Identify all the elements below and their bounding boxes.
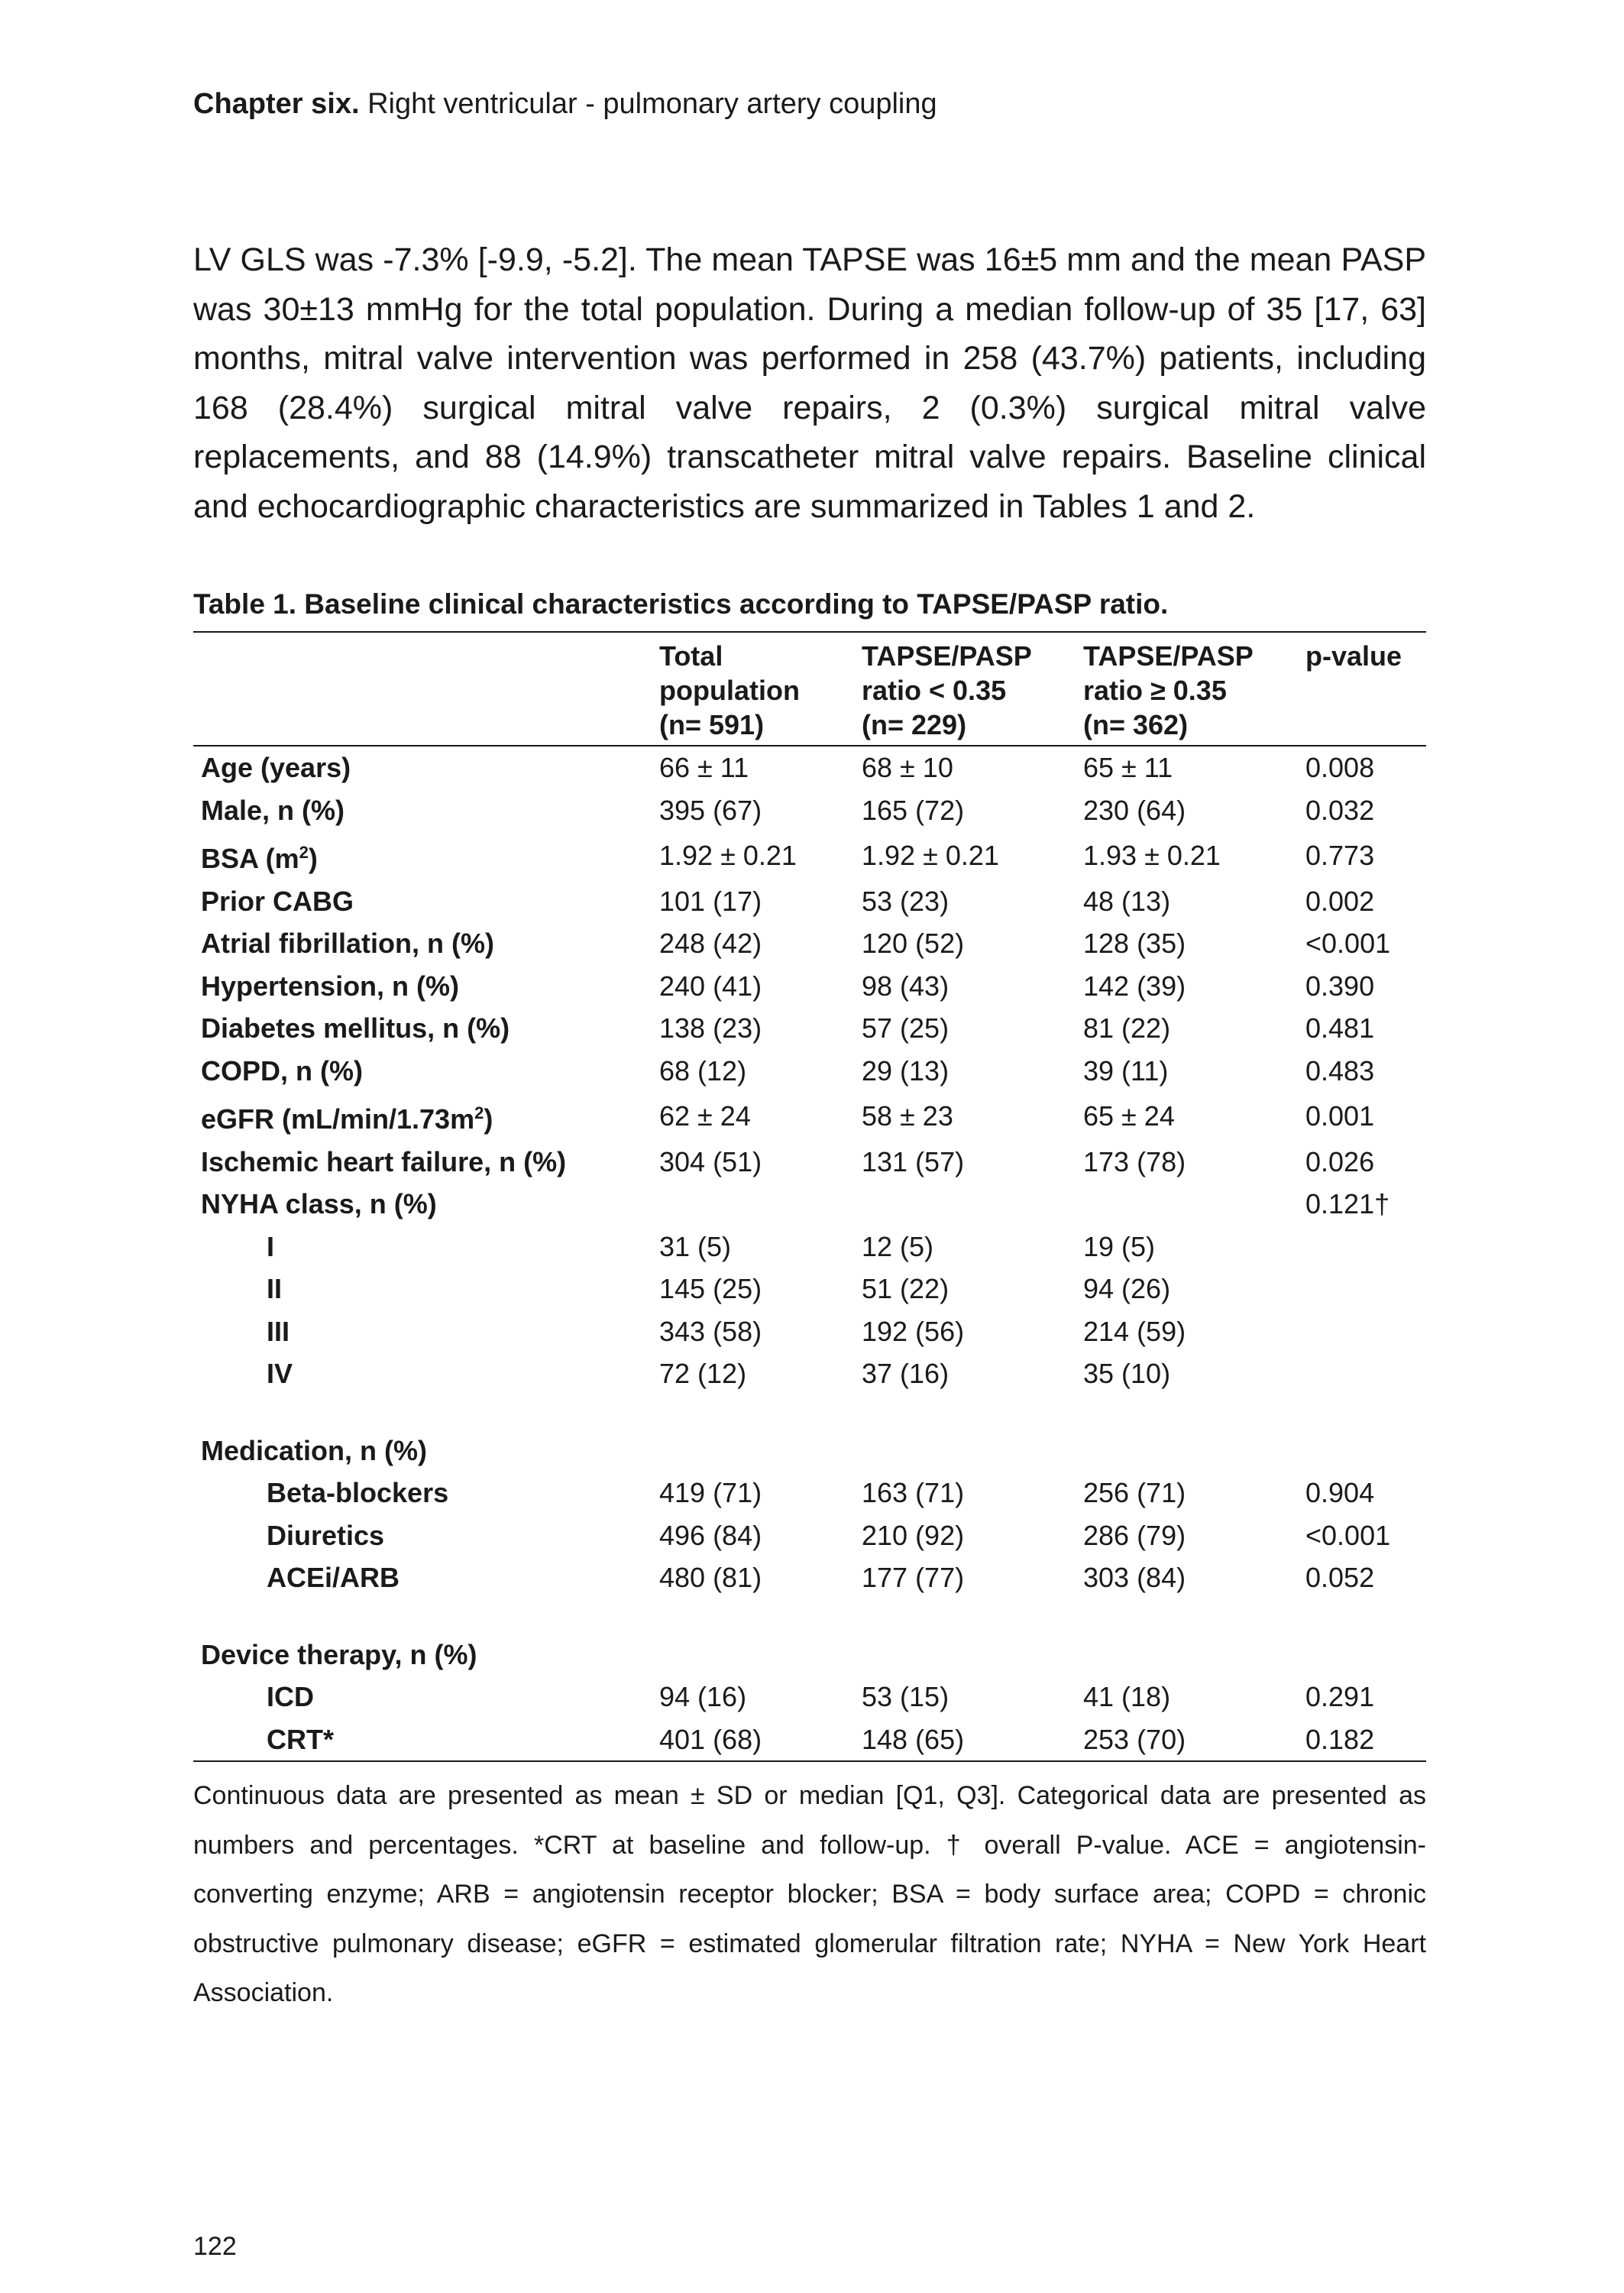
- header-total-population: [659, 632, 862, 746]
- header-line: (n= 229): [862, 709, 967, 740]
- cell-p-value: 0.483: [1305, 1054, 1375, 1087]
- chapter-title: Right ventricular - pulmonary artery coupling: [359, 88, 937, 120]
- row-label: [193, 831, 659, 880]
- table-row: [193, 789, 1426, 832]
- cell-ratio-low: 177 (77): [862, 1562, 965, 1593]
- table-row: [193, 1634, 1426, 1676]
- cell-p-value: [1305, 1226, 1426, 1268]
- table-header-row: [193, 632, 1426, 746]
- table-spacer-row: [193, 1395, 1426, 1430]
- row-label: [193, 1226, 659, 1268]
- row-label: [193, 1718, 659, 1762]
- cell-ratio-high: 253 (70): [1083, 1718, 1305, 1762]
- cell-ratio-high: 256 (71): [1083, 1477, 1186, 1508]
- spacer-cell: [1305, 1395, 1426, 1430]
- spacer-cell: [1083, 1395, 1305, 1430]
- cell-ratio-low: 68 ± 10: [862, 752, 953, 783]
- table-row: [193, 1676, 1426, 1718]
- row-label-superscript: 2: [299, 843, 309, 862]
- table-row: [193, 1007, 1426, 1050]
- cell-total: [659, 1634, 862, 1676]
- row-label: [193, 1141, 659, 1184]
- row-label-text: III: [267, 1315, 290, 1347]
- table-row: [193, 831, 1426, 880]
- cell-p-value: [1305, 1352, 1426, 1395]
- spacer-cell: [193, 1599, 659, 1634]
- header-line: (n= 591): [659, 709, 765, 740]
- table-row: [193, 1472, 1426, 1514]
- row-label-text: IV: [267, 1358, 293, 1389]
- header-line: (n= 362): [1083, 709, 1189, 740]
- table-row: [193, 1352, 1426, 1395]
- table-caption: Table 1. Baseline clinical characteristics according to TAPSE/PASP ratio.: [193, 588, 1169, 620]
- cell-total: 304 (51): [659, 1145, 762, 1177]
- row-label-text: Diabetes mellitus, n (%): [201, 1012, 510, 1044]
- cell-total: 480 (81): [659, 1562, 762, 1593]
- cell-total: 68 (12): [659, 1054, 747, 1087]
- row-label: [193, 1268, 659, 1310]
- cell-ratio-high: 35 (10): [1083, 1358, 1171, 1389]
- row-label: [193, 1472, 659, 1514]
- cell-ratio-low: 210 (92): [862, 1519, 965, 1551]
- cell-ratio-high: 142 (39): [1083, 970, 1186, 1002]
- cell-ratio-low: 51 (22): [862, 1273, 949, 1304]
- row-label-text: COPD, n (%): [201, 1054, 363, 1087]
- cell-ratio-high: 1.93 ± 0.21: [1083, 840, 1221, 871]
- table-row: [193, 1092, 1426, 1141]
- cell-ratio-low: [862, 1634, 1083, 1676]
- row-label-suffix: ): [308, 843, 318, 874]
- table-body: [193, 746, 1426, 1761]
- spacer-cell: [1083, 1599, 1305, 1634]
- table-row: [193, 1718, 1426, 1762]
- header-line: ratio < 0.35: [862, 675, 1007, 706]
- row-label-text: Ischemic heart failure, n (%): [201, 1145, 567, 1177]
- cell-ratio-high: 128 (35): [1083, 928, 1186, 959]
- table-row: [193, 1183, 1426, 1226]
- cell-p-value: [1305, 1310, 1426, 1353]
- table-row: [193, 1310, 1426, 1353]
- row-label-superscript: 2: [474, 1103, 484, 1122]
- cell-ratio-high: 286 (79): [1083, 1519, 1186, 1551]
- cell-ratio-low: 29 (13): [862, 1054, 949, 1087]
- spacer-cell: [862, 1395, 1083, 1430]
- cell-ratio-low: 98 (43): [862, 970, 949, 1002]
- row-label-text: CRT*: [267, 1723, 334, 1755]
- row-label-text: I: [267, 1230, 275, 1262]
- header-line: TAPSE/PASP: [1083, 640, 1254, 672]
- cell-ratio-low: 163 (71): [862, 1477, 965, 1508]
- cell-total: 343 (58): [659, 1315, 762, 1347]
- table-row: [193, 1430, 1426, 1472]
- table-row: [193, 1556, 1426, 1599]
- cell-p-value: 0.008: [1305, 752, 1375, 783]
- table-row: [193, 1050, 1426, 1093]
- row-label-text: ACEi/ARB: [267, 1562, 400, 1593]
- cell-total: 72 (12): [659, 1358, 747, 1389]
- cell-p-value: 0.291: [1305, 1681, 1375, 1712]
- cell-ratio-high: [1083, 1634, 1305, 1676]
- header-ratio-low: [862, 632, 1083, 746]
- row-label: [193, 1050, 659, 1093]
- row-label-text: Diuretics: [267, 1519, 385, 1551]
- cell-ratio-low: 57 (25): [862, 1012, 949, 1044]
- cell-total: 138 (23): [659, 1012, 762, 1044]
- header-line: TAPSE/PASP: [862, 640, 1032, 672]
- spacer-cell: [659, 1599, 862, 1634]
- cell-ratio-high: 81 (22): [1083, 1012, 1171, 1044]
- cell-p-value: 0.182: [1305, 1718, 1426, 1762]
- page-number: 122: [193, 2232, 237, 2261]
- spacer-cell: [862, 1599, 1083, 1634]
- header-line: Total: [659, 640, 723, 672]
- row-label-suffix: ): [484, 1103, 493, 1135]
- header-characteristic: [193, 632, 659, 746]
- row-label: [193, 1007, 659, 1050]
- cell-total: 145 (25): [659, 1273, 762, 1304]
- header-line: ratio ≥ 0.35: [1083, 675, 1227, 706]
- header-line: population: [659, 675, 800, 706]
- cell-ratio-low: [862, 1430, 1083, 1472]
- cell-ratio-low: 1.92 ± 0.21: [862, 840, 999, 871]
- cell-p-value: 0.390: [1305, 970, 1375, 1002]
- row-label-text: NYHA class, n (%): [201, 1188, 437, 1219]
- table-spacer-row: [193, 1599, 1426, 1634]
- cell-total: 101 (17): [659, 885, 762, 917]
- header-line: p-value: [1305, 640, 1402, 672]
- table-row: [193, 922, 1426, 965]
- cell-ratio-low: 53 (15): [862, 1681, 949, 1712]
- cell-ratio-high: 65 ± 24: [1083, 1100, 1175, 1132]
- cell-total: 1.92 ± 0.21: [659, 840, 797, 871]
- row-label-text: Hypertension, n (%): [201, 970, 460, 1002]
- row-label: [193, 965, 659, 1008]
- row-label-text: Male, n (%): [201, 794, 345, 826]
- row-label: [193, 1676, 659, 1718]
- spacer-cell: [193, 1395, 659, 1430]
- table-row: [193, 1268, 1426, 1310]
- cell-p-value: 0.001: [1305, 1100, 1375, 1132]
- row-label-text: Device therapy, n (%): [201, 1638, 477, 1670]
- table-row: [193, 965, 1426, 1008]
- row-label: [193, 789, 659, 832]
- cell-total: 419 (71): [659, 1477, 762, 1508]
- cell-p-value: 0.002: [1305, 885, 1375, 917]
- baseline-characteristics-table-wrapper: [193, 631, 1426, 1762]
- row-label: [193, 746, 659, 789]
- cell-total: 31 (5): [659, 1230, 732, 1262]
- cell-p-value: <0.001: [1305, 1519, 1391, 1551]
- cell-ratio-high: [1083, 1430, 1305, 1472]
- row-label-text: Age (years): [201, 752, 351, 783]
- row-label: [193, 1352, 659, 1395]
- cell-ratio-high: 230 (64): [1083, 794, 1186, 826]
- row-label: [193, 880, 659, 923]
- running-header: [193, 86, 937, 122]
- row-label: [193, 1556, 659, 1599]
- cell-ratio-high: 39 (11): [1083, 1054, 1169, 1087]
- row-label: [193, 1430, 659, 1472]
- cell-total: 94 (16): [659, 1681, 747, 1712]
- row-label: [193, 1514, 659, 1557]
- cell-p-value: 0.481: [1305, 1012, 1375, 1044]
- cell-total: 401 (68): [659, 1718, 862, 1762]
- table-row: [193, 880, 1426, 923]
- cell-ratio-low: 58 ± 23: [862, 1100, 953, 1132]
- table-row: [193, 746, 1426, 789]
- cell-ratio-high: [1083, 1183, 1305, 1226]
- cell-ratio-high: 94 (26): [1083, 1273, 1171, 1304]
- cell-total: [659, 1183, 862, 1226]
- spacer-cell: [659, 1395, 862, 1430]
- cell-p-value: [1305, 1268, 1426, 1310]
- row-label-text: Medication, n (%): [201, 1434, 427, 1466]
- cell-total: 248 (42): [659, 928, 762, 959]
- cell-total: 62 ± 24: [659, 1100, 751, 1132]
- chapter-label: Chapter six.: [193, 88, 360, 120]
- cell-p-value: 0.121†: [1305, 1188, 1390, 1219]
- cell-ratio-low: [862, 1183, 1083, 1226]
- row-label-text: eGFR (mL/min/1.73m: [201, 1103, 475, 1135]
- cell-p-value: [1305, 1634, 1426, 1676]
- row-label: [193, 1092, 659, 1141]
- row-label: [193, 922, 659, 965]
- cell-p-value: <0.001: [1305, 928, 1391, 959]
- cell-p-value: 0.904: [1305, 1477, 1375, 1508]
- cell-ratio-high: 48 (13): [1083, 885, 1171, 917]
- cell-ratio-low: 120 (52): [862, 928, 965, 959]
- cell-ratio-high: 19 (5): [1083, 1230, 1156, 1262]
- cell-ratio-high: 65 ± 11: [1083, 752, 1173, 783]
- cell-p-value: 0.052: [1305, 1562, 1375, 1593]
- cell-ratio-low: 165 (72): [862, 794, 965, 826]
- cell-total: 496 (84): [659, 1519, 762, 1551]
- row-label-text: ICD: [267, 1681, 314, 1712]
- cell-p-value: 0.026: [1305, 1145, 1375, 1177]
- cell-total: 395 (67): [659, 794, 762, 826]
- row-label: [193, 1183, 659, 1226]
- table-row: [193, 1514, 1426, 1557]
- row-label: [193, 1310, 659, 1353]
- table-head: [193, 632, 1426, 746]
- cell-ratio-low: 37 (16): [862, 1358, 949, 1389]
- row-label-text: II: [267, 1273, 283, 1304]
- row-label-text: Prior CABG: [201, 885, 354, 917]
- row-label-text: Beta-blockers: [267, 1477, 449, 1508]
- footnote-text: Continuous data are presented as mean ± SD or median [Q1, Q3]. Categorical data are presented as numbers and percentages. *CRT at baseline and follow-up. † overall P-value. ACE = angiotensin-converting enzyme; ARB = angiotensin receptor blocker; BSA = body surface area; COPD = chronic obstructive pulmonary disease; eGFR = estimated glomerular filtration rate; NYHA = New York Heart Association.: [193, 1781, 1426, 2007]
- table-footnote: [193, 1771, 1426, 2018]
- header-p-value: [1305, 632, 1426, 746]
- header-ratio-high: [1083, 632, 1305, 746]
- cell-p-value: [1305, 1430, 1426, 1472]
- cell-ratio-low: 53 (23): [862, 885, 949, 917]
- cell-ratio-low: 192 (56): [862, 1315, 965, 1347]
- spacer-cell: [1305, 1599, 1426, 1634]
- results-paragraph: LV GLS was -7.3% [-9.9, -5.2]. The mean TAPSE was 16±5 mm and the mean PASP was 30±13 mmHg for the total population. During a median follow-up of 35 [17, 63] months, mitral valve intervention was performed in 258 (43.7%) patients, including 168 (28.4%) surgical mitral valve repairs, 2 (0.3%) surgical mitral valve replacements, and 88 (14.9%) transcatheter mitral valve repairs. Baseline clinical and echocardiographic characteristics are summarized in Tables 1 and 2.: [193, 241, 1426, 525]
- cell-ratio-high: 214 (59): [1083, 1315, 1186, 1347]
- table-row: [193, 1141, 1426, 1184]
- cell-total: [659, 1430, 862, 1472]
- cell-p-value: 0.032: [1305, 794, 1375, 826]
- cell-total: 240 (41): [659, 970, 762, 1002]
- cell-p-value: 0.773: [1305, 840, 1375, 871]
- cell-ratio-low: 12 (5): [862, 1230, 934, 1262]
- cell-ratio-high: 303 (84): [1083, 1562, 1186, 1593]
- cell-ratio-low: 131 (57): [862, 1145, 965, 1177]
- cell-ratio-high: 173 (78): [1083, 1145, 1186, 1177]
- row-label: [193, 1634, 659, 1676]
- cell-ratio-low: 148 (65): [862, 1718, 1083, 1762]
- cell-total: 66 ± 11: [659, 752, 749, 783]
- baseline-characteristics-table: [193, 631, 1426, 1762]
- body-text: [193, 235, 1426, 531]
- row-label-text: BSA (m: [201, 843, 299, 874]
- table-row: [193, 1226, 1426, 1268]
- row-label-text: Atrial fibrillation, n (%): [201, 928, 494, 959]
- cell-ratio-high: 41 (18): [1083, 1681, 1171, 1712]
